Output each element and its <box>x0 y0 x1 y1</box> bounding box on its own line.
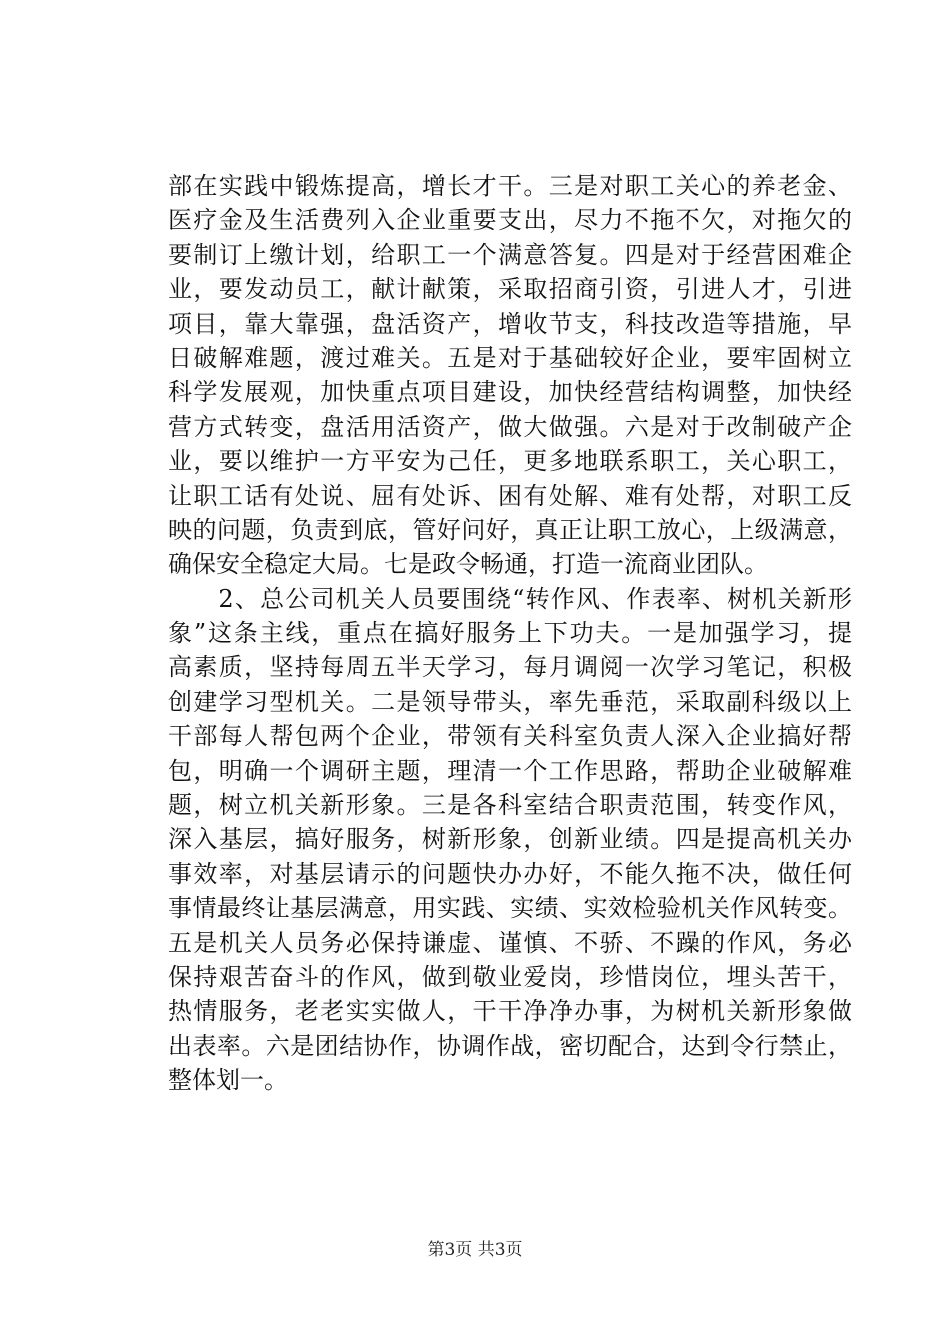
text-line: 保持艰苦奋斗的作风，做到敬业爱岗，珍惜岗位，埋头苦干， <box>168 962 852 991</box>
text-line: 事情最终让基层满意，用实践、实绩、实效检验机关作风转变。 <box>168 894 852 923</box>
text-line: 高素质，坚持每周五半天学习，每月调阅一次学习笔记，积极 <box>168 653 852 682</box>
body-text <box>168 169 852 1098</box>
text-line: 2、总公司机关人员要围绕“转作风、作表率、树机关新形 <box>168 584 852 613</box>
text-line: 项目，靠大靠强，盘活资产，增收节支，科技改造等措施，早 <box>168 309 852 338</box>
text-line: 映的问题，负责到底，管好问好，真正让职工放心，上级满意， <box>168 515 852 544</box>
text-line: 业，要发动员工，献计献策，采取招商引资，引进人才，引进 <box>168 275 852 304</box>
text-line: 事效率，对基层请示的问题快办办好，不能久拖不决，做任何 <box>168 859 852 888</box>
text-line: 营方式转变，盘活用活资产，做大做强。六是对于改制破产企 <box>168 412 852 441</box>
text-line: 创建学习型机关。二是领导带头，率先垂范，采取副科级以上 <box>168 687 852 716</box>
text-line: 医疗金及生活费列入企业重要支出，尽力不拖不欠，对拖欠的 <box>168 206 852 235</box>
text-line: 五是机关人员务必保持谦虚、谨慎、不骄、不躁的作风，务必 <box>168 928 852 957</box>
text-line: 题，树立机关新形象。三是各科室结合职责范围，转变作风， <box>168 791 852 820</box>
text-line: 确保安全稳定大局。七是政令畅通，打造一流商业团队。 <box>168 550 768 579</box>
text-line: 整体划一。 <box>168 1066 288 1095</box>
page-number-footer: 第3页 共3页 <box>427 1240 523 1260</box>
text-line: 热情服务，老老实实做人，干干净净办事，为树机关新形象做 <box>168 997 852 1026</box>
text-line: 出表率。六是团结协作，协调作战，密切配合，达到令行禁止， <box>168 1031 852 1060</box>
text-line: 业，要以维护一方平安为己任，更多地联系职工，关心职工， <box>168 447 852 476</box>
text-line: 包，明确一个调研主题，理清一个工作思路，帮助企业破解难 <box>168 756 852 785</box>
text-line: 日破解难题，渡过难关。五是对于基础较好企业，要牢固树立 <box>168 343 852 372</box>
text-line: 要制订上缴计划，给职工一个满意答复。四是对于经营困难企 <box>168 240 852 269</box>
text-line: 干部每人帮包两个企业，带领有关科室负责人深入企业搞好帮 <box>168 722 852 751</box>
text-line: 让职工话有处说、屈有处诉、困有处解、难有处帮，对职工反 <box>168 481 852 510</box>
text-line: 象”这条主线，重点在搞好服务上下功夫。一是加强学习，提 <box>168 619 852 648</box>
text-line: 深入基层，搞好服务，树新形象，创新业绩。四是提高机关办 <box>168 825 852 854</box>
text-line: 科学发展观，加快重点项目建设，加快经营结构调整，加快经 <box>168 378 852 407</box>
text-line: 部在实践中锻炼提高，增长才干。三是对职工关心的养老金、 <box>168 172 852 200</box>
